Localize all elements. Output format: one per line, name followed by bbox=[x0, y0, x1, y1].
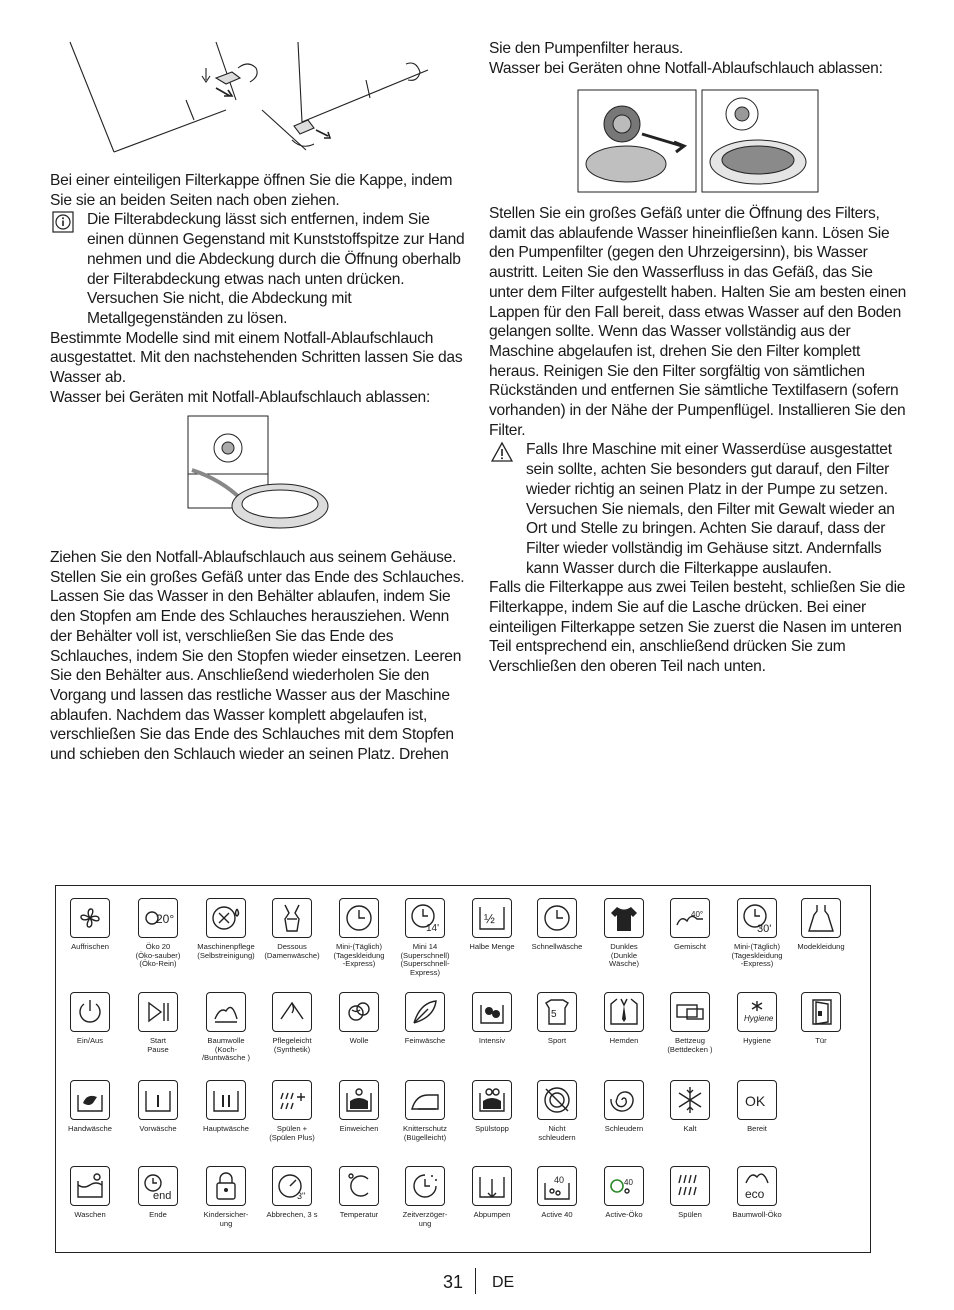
symbol-label: Feinwäsche bbox=[404, 1036, 446, 1045]
active40-icon bbox=[537, 1166, 577, 1206]
clock-icon bbox=[339, 898, 379, 938]
program-symbol bbox=[655, 1080, 725, 1134]
sport-icon bbox=[537, 992, 577, 1032]
symbol-label: Baumwoll-Öko bbox=[732, 1210, 782, 1219]
drain-icon bbox=[472, 1166, 512, 1206]
program-symbol bbox=[722, 1166, 792, 1220]
program-symbol bbox=[655, 1166, 725, 1220]
right-column bbox=[489, 204, 909, 677]
program-symbol bbox=[257, 1166, 327, 1220]
page-number: 31 bbox=[443, 1272, 464, 1292]
dress-icon bbox=[801, 898, 841, 938]
symbol-label: Bettzeug (Bettdecken ) bbox=[667, 1036, 713, 1054]
rinse-plus-icon bbox=[272, 1080, 312, 1120]
program-symbol bbox=[390, 1166, 460, 1228]
program-symbol bbox=[191, 898, 261, 960]
soak-icon bbox=[339, 1080, 379, 1120]
symbol-label: Intensiv bbox=[478, 1036, 506, 1045]
symbol-label: Auffrischen bbox=[71, 942, 109, 951]
hygiene-icon bbox=[737, 992, 777, 1032]
svg-text:OK: OK bbox=[745, 1093, 766, 1109]
symbol-label: Modekleidung bbox=[797, 942, 845, 951]
program-symbol bbox=[257, 992, 327, 1054]
program-symbol bbox=[390, 898, 460, 977]
symbol-label: Sport bbox=[547, 1036, 567, 1045]
program-symbol bbox=[191, 992, 261, 1063]
symbol-label: Ende bbox=[149, 1210, 167, 1219]
program-symbol bbox=[324, 1166, 394, 1220]
symbol-label: Zeitverzöger- ung bbox=[402, 1210, 448, 1228]
program-symbol bbox=[722, 1080, 792, 1134]
program-symbol bbox=[55, 1080, 125, 1134]
pump-filter-drain-illustration bbox=[574, 84, 822, 196]
left-column-lower bbox=[50, 548, 470, 765]
synthetic-icon bbox=[272, 992, 312, 1032]
clock-30-icon bbox=[737, 898, 777, 938]
wash-icon bbox=[70, 1166, 110, 1206]
cotton-eco-icon bbox=[737, 1166, 777, 1206]
program-symbol bbox=[457, 992, 527, 1046]
info-icon bbox=[52, 211, 74, 233]
delicate-icon bbox=[405, 992, 445, 1032]
warning-icon bbox=[491, 441, 513, 463]
program-symbol bbox=[324, 1080, 394, 1134]
clock-14-icon bbox=[405, 898, 445, 938]
intensive-icon bbox=[472, 992, 512, 1032]
symbol-label: Mini-(Täglich) (Tageskleidung -Express) bbox=[333, 942, 385, 969]
svg-text:20°: 20° bbox=[156, 912, 175, 926]
bedding-icon bbox=[670, 992, 710, 1032]
language-code: DE bbox=[492, 1274, 515, 1291]
symbol-label: Ein/Aus bbox=[76, 1036, 104, 1045]
fan-icon bbox=[70, 898, 110, 938]
symbol-label: Baumwolle (Koch- /Buntwäsche ) bbox=[201, 1036, 251, 1063]
svg-text:3": 3" bbox=[297, 1191, 306, 1201]
symbol-label: Temperatur bbox=[339, 1210, 379, 1219]
eco20-icon bbox=[138, 898, 178, 938]
symbol-legend-panel bbox=[55, 885, 871, 1253]
wool-icon bbox=[339, 992, 379, 1032]
program-symbol bbox=[786, 898, 856, 952]
symbol-label: Hemden bbox=[609, 1036, 639, 1045]
left-paragraph-4: Ziehen Sie den Notfall-Ablaufschlauch aus seinem Gehäuse. Stellen Sie ein großes Gefäß unter das Ende des Schlauches. Lassen Sie das Wasser in den Behälter ablaufen, indem Sie den Stopfen am Ende des Schlauches herausziehen. Wenn der Behälter voll ist, verschließen Sie das Ende des Schlauches, indem Sie den Stopfen wieder einsetzen. Leeren Sie den Behälter aus. Anschließend wiederholen Sie den Vorgang und lassen das restliche Wasser aus der Maschine ablaufen. Nachdem das Wasser komplett abgelaufen ist, verschließen Sie das Ende des Schlauches mit dem Stopfen und schieben den Schlauch wieder an seinen Platz. Drehen bbox=[50, 549, 465, 764]
program-symbol bbox=[522, 1166, 592, 1220]
symbol-label: Active 40 bbox=[541, 1210, 573, 1219]
program-symbol bbox=[522, 898, 592, 952]
symbol-label: Schnellwäsche bbox=[531, 942, 583, 951]
symbol-label: Knitterschutz (Bügelleicht) bbox=[403, 1124, 447, 1142]
program-symbol bbox=[457, 1080, 527, 1134]
symbol-label: Abpumpen bbox=[473, 1210, 511, 1219]
program-symbol bbox=[324, 992, 394, 1046]
program-symbol bbox=[324, 898, 394, 969]
dark-shirt-icon bbox=[604, 898, 644, 938]
mainwash-icon bbox=[206, 1080, 246, 1120]
active-eco-icon bbox=[604, 1166, 644, 1206]
symbol-label: Spülstopp bbox=[475, 1124, 509, 1133]
symbol-label: Schleudern bbox=[604, 1124, 644, 1133]
left-paragraph-1: Bei einer einteiligen Filterkappe öffnen Sie die Kappe, indem Sie sie an beiden Seiten nach oben ziehen. bbox=[50, 172, 453, 209]
spin-icon bbox=[604, 1080, 644, 1120]
program-symbol bbox=[655, 898, 725, 952]
symbol-label: Spülen + (Spülen Plus) bbox=[269, 1124, 315, 1142]
program-symbol bbox=[257, 898, 327, 960]
symbol-label: Abbrechen, 3 s bbox=[266, 1210, 318, 1219]
prewash-icon bbox=[138, 1080, 178, 1120]
symbol-label: Gemischt bbox=[673, 942, 707, 951]
start-pause-icon bbox=[138, 992, 178, 1032]
warning-note bbox=[489, 440, 909, 578]
delay-icon bbox=[405, 1166, 445, 1206]
symbol-label: Dunkles (Dunkle Wäsche) bbox=[609, 942, 639, 969]
half-load-icon bbox=[472, 898, 512, 938]
svg-text:Hygiene: Hygiene bbox=[744, 1014, 774, 1023]
emergency-hose-illustration bbox=[184, 414, 336, 532]
svg-text:40: 40 bbox=[624, 1178, 633, 1187]
program-symbol bbox=[522, 1080, 592, 1142]
program-symbol bbox=[589, 898, 659, 969]
program-symbol bbox=[123, 1080, 193, 1134]
rinse-icon bbox=[670, 1166, 710, 1206]
rinse-hold-icon bbox=[472, 1080, 512, 1120]
left-paragraph-3: Wasser bei Geräten mit Notfall-Ablaufschlauch ablassen: bbox=[50, 388, 431, 406]
temperature-icon bbox=[339, 1166, 379, 1206]
filter-cap-open-illustration bbox=[66, 40, 436, 156]
symbol-label: Active-Öko bbox=[605, 1210, 643, 1219]
quick-wash-icon bbox=[537, 898, 577, 938]
program-symbol bbox=[123, 898, 193, 969]
svg-text:½: ½ bbox=[484, 911, 495, 926]
symbol-label: Maschinenpflege (Selbstreinigung) bbox=[197, 942, 255, 960]
right-top-line-1: Sie den Pumpenfilter heraus. bbox=[489, 40, 684, 57]
lock-icon bbox=[206, 1166, 246, 1206]
footer-divider bbox=[475, 1268, 476, 1294]
program-symbol bbox=[257, 1080, 327, 1142]
iron-icon bbox=[405, 1080, 445, 1120]
left-column-upper bbox=[50, 171, 470, 407]
program-symbol bbox=[655, 992, 725, 1054]
svg-text:5: 5 bbox=[551, 1009, 557, 1020]
symbol-label: Mini-(Täglich) (Tageskleidung -Express) bbox=[731, 942, 783, 969]
svg-text:eco: eco bbox=[745, 1187, 765, 1201]
program-symbol bbox=[55, 1166, 125, 1220]
ok-icon bbox=[737, 1080, 777, 1120]
symbol-label: Kindersicher- ung bbox=[203, 1210, 249, 1228]
symbol-label: Tür bbox=[815, 1036, 827, 1045]
end-icon bbox=[138, 1166, 178, 1206]
program-symbol bbox=[191, 1166, 261, 1228]
program-symbol bbox=[123, 1166, 193, 1220]
info-note-text: Die Filterabdeckung lässt sich entfernen, indem Sie einen dünnen Gegenstand mit Kunststoffspitze zur Hand nehmen und die Abdeckung durch die Öffnung oberhalb der Filterabdeckung etwas nach unten drücken. Versuchen Sie nicht, die Abdeckung mit Metallgegenständen zu lösen. bbox=[87, 211, 465, 327]
program-symbol bbox=[457, 1166, 527, 1220]
symbol-label: Hygiene bbox=[743, 1036, 771, 1045]
symbol-label: Dessous (Damenwäsche) bbox=[264, 942, 320, 960]
program-symbol bbox=[123, 992, 193, 1054]
program-symbol bbox=[722, 898, 792, 969]
symbol-label: Vorwäsche bbox=[139, 1124, 177, 1133]
svg-text:end: end bbox=[153, 1190, 172, 1202]
symbol-label: Pflegeleicht (Synthetik) bbox=[272, 1036, 312, 1054]
program-symbol bbox=[390, 992, 460, 1046]
right-paragraph-1: Stellen Sie ein großes Gefäß unter die Öffnung des Filters, damit das ablaufende Wasser hineinfließen kann. Lösen Sie den Pumpenfilter (gegen den Uhrzeigersinn), bis Wasser austritt. Leiten Sie den Wasserfluss in das Gefäß, das Sie unter dem Filter aufgestellt haben. Halten Sie am besten einen Lappen für den Fall bereit, dass etwas Wasser auf den Boden gelangen sollte. Wenn das Wasser vollständig aus der Maschine abgelaufen ist, drehen Sie den Filter komplett heraus. Reinigen Sie den Filter sorgfältig von sämtlichen Rückständen und entfernen Sie sämtliche Textilfasern (sofern vorhanden) in der Nähe der Pumpenflügel. Installieren Sie den Filter. bbox=[489, 205, 907, 439]
program-symbol bbox=[589, 1080, 659, 1134]
program-symbol bbox=[191, 1080, 261, 1134]
mixed-40-icon bbox=[670, 898, 710, 938]
svg-text:14': 14' bbox=[426, 923, 440, 934]
program-symbol bbox=[722, 992, 792, 1046]
drum-clean-icon bbox=[206, 898, 246, 938]
right-paragraph-2: Falls die Filterkappe aus zwei Teilen besteht, schließen Sie die Filterkappe, indem Sie auf die Lasche drücken. Bei einer einteiligen Filterkappe setzen Sie zuerst die Nasen im unteren Teil entsprechend ein, anschließend drücken Sie zum Verschließen den oberen Teil nach unten. bbox=[489, 579, 906, 676]
cancel-3s-icon bbox=[272, 1166, 312, 1206]
symbol-label: Nicht schleudern bbox=[538, 1124, 576, 1142]
right-top-line-2: Wasser bei Geräten ohne Notfall-Ablaufschlauch ablassen: bbox=[489, 59, 883, 77]
symbol-label: Einweichen bbox=[339, 1124, 379, 1133]
symbol-label: Öko 20 (Öko-sauber) (Öko-Rein) bbox=[135, 942, 181, 969]
svg-text:30': 30' bbox=[757, 923, 772, 935]
symbol-label: Wolle bbox=[349, 1036, 369, 1045]
lingerie-icon bbox=[272, 898, 312, 938]
left-paragraph-2: Bestimmte Modelle sind mit einem Notfall-Ablaufschlauch ausgestattet. Mit den nachstehenden Schritten lassen Sie das Wasser ab. bbox=[50, 329, 463, 387]
svg-text:40°: 40° bbox=[691, 910, 704, 919]
symbol-label: Halbe Menge bbox=[469, 942, 515, 951]
power-icon bbox=[70, 992, 110, 1032]
shirt-icon bbox=[604, 992, 644, 1032]
program-symbol bbox=[390, 1080, 460, 1142]
no-spin-icon bbox=[537, 1080, 577, 1120]
symbol-label: Kalt bbox=[683, 1124, 697, 1133]
handwash-icon bbox=[70, 1080, 110, 1120]
program-symbol bbox=[457, 898, 527, 952]
program-symbol bbox=[55, 992, 125, 1046]
program-symbol bbox=[786, 992, 856, 1046]
program-symbol bbox=[589, 992, 659, 1046]
cold-icon bbox=[670, 1080, 710, 1120]
svg-text:40: 40 bbox=[554, 1175, 565, 1185]
symbol-label: Bereit bbox=[747, 1124, 767, 1133]
program-symbol bbox=[589, 1166, 659, 1220]
cotton-icon bbox=[206, 992, 246, 1032]
symbol-label: Handwäsche bbox=[68, 1124, 112, 1133]
door-icon bbox=[801, 992, 841, 1032]
program-symbol bbox=[522, 992, 592, 1046]
symbol-label: Spülen bbox=[678, 1210, 702, 1219]
symbol-label: Mini 14 (Superschnell) (Superschnell- Express) bbox=[400, 942, 450, 977]
symbol-label: Waschen bbox=[74, 1210, 106, 1219]
symbol-label: Start Pause bbox=[147, 1036, 169, 1054]
info-note bbox=[50, 210, 470, 328]
warning-note-text: Falls Ihre Maschine mit einer Wasserdüse ausgestattet sein sollte, achten Sie besonders gut darauf, den Filter wieder richtig an seinen Platz in der Pumpe zu setzen. Versuchen Sie niemals, den Filter mit Gewalt wieder an Ort und Stelle zu bringen. Achten Sie darauf, dass der Filter wieder vollständig im Gehäuse sitzt. Andernfalls kann Wasser durch die Filterkappe auslaufen. bbox=[526, 441, 895, 577]
program-symbol bbox=[55, 898, 125, 952]
symbol-label: Hauptwäsche bbox=[202, 1124, 249, 1133]
